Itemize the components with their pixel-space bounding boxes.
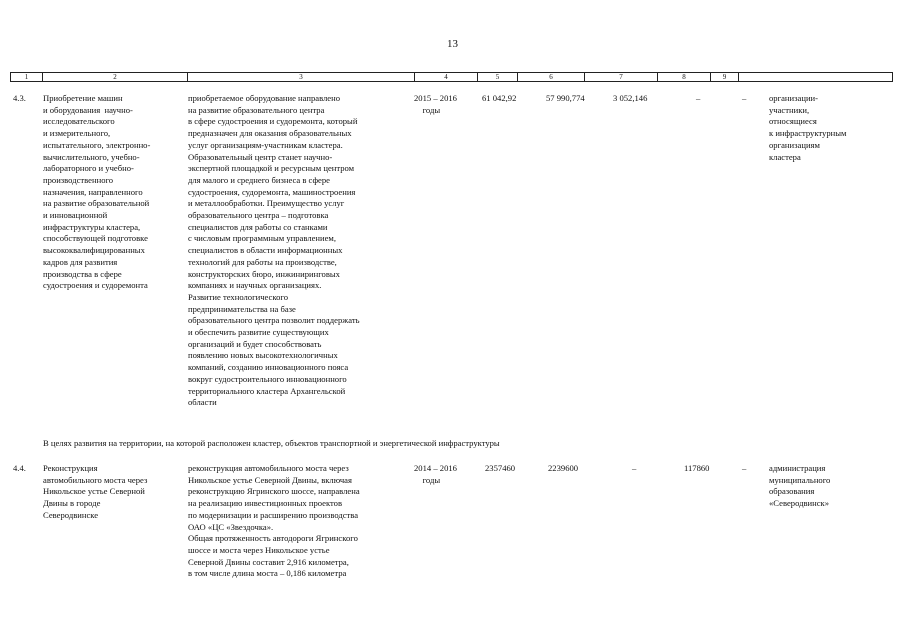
implementation-period: 2014 – 2016 годы: [414, 463, 457, 485]
page-number: 13: [447, 38, 458, 50]
funding-col-8: –: [742, 93, 747, 103]
measure-name: Реконструкция автомобильного моста через Никольское устье Северной Двины в городе Северодвинске: [43, 463, 148, 520]
header-col-7: 7: [585, 73, 658, 81]
funding-col-8: –: [742, 463, 747, 473]
header-col-8: 8: [658, 73, 711, 81]
implementation-period: 2015 – 2016 годы: [414, 93, 457, 115]
measure-name: Приобретение машин и оборудования научно- исследовательского и измерительного, испытательного, электронно- вычислительного, учебно- лабораторного и учебно- производственного назначения, направленного на развитие образовательной и инновационной инфраструктуры кластера, способствующей подготовке высококвалифицированных кадров для развития производства в сфере судостроения и судоремонта: [43, 93, 151, 291]
header-col-10: [739, 73, 892, 81]
measure-description: реконструкция автомобильного моста через Никольское устье Северной Двины, включая реконструкцию Ягринского шоссе, направлена на реализацию инвестиционных проектов по модернизации и расширению производства ОАО «ЦС «Звездочка». Общая протяженность автодороги Ягринского шоссе и моста через Никольское устье Северной Двины составит 2,916 километра, в том числе длина моста – 0,186 километра: [188, 463, 360, 579]
funding-col-5: 2239600: [548, 463, 579, 473]
header-col-5: 5: [478, 73, 518, 81]
row-number: 4.4.: [13, 463, 26, 473]
funding-col-7: 117860: [684, 463, 710, 473]
table-header-row: [10, 72, 893, 82]
header-col-3: 3: [188, 73, 415, 81]
header-col-9: 9: [711, 73, 739, 81]
header-col-1: 1: [11, 73, 43, 81]
total-funding: 61 042,92: [482, 93, 517, 103]
header-col-2: 2: [43, 73, 188, 81]
funding-col-6: –: [632, 463, 637, 473]
funding-col-7: –: [696, 93, 701, 103]
total-funding: 2357460: [485, 463, 516, 473]
executor: администрация муниципального образования «Северодвинск»: [769, 463, 831, 509]
header-col-6: 6: [518, 73, 585, 81]
header-col-4: 4: [415, 73, 478, 81]
funding-col-5: 57 990,774: [546, 93, 585, 103]
section-heading: В целях развития на территории, на которой расположен кластер, объектов транспортной и энергетической инфраструктуры: [43, 438, 500, 448]
row-number: 4.3.: [13, 93, 26, 103]
funding-col-6: 3 052,146: [613, 93, 648, 103]
executor: организации- участники, относящиеся к инфраструктурным организациям кластера: [769, 93, 847, 162]
measure-description: приобретаемое оборудование направлено на развитие образовательного центра в сфере судостроения и судоремонта, который предназначен для оказания образовательных услуг организациям-участникам кластера. Образовательный центр станет научно- экспертной площадкой и ресурсным центром для малого и среднего бизнеса в сфере судостроения, судоремонта, машиностроения и металлообработки. Преимущество услуг образовательного центра – подготовка специалистов для работы со станками с числовым программным управлением, специалистов в области информационных технологий для работы на производстве, конструкторских бюро, инжиниринговых компаниях и научных организациях. Развитие технологического предпринимательства на базе образовательного центра позволит поддержать и обеспечить развитие существующих организаций и будет способствовать появлению новых высокотехнологичных компаний, созданию инновационного пояса вокруг судостроительного инновационного территориального кластера Архангельской области: [188, 93, 360, 408]
